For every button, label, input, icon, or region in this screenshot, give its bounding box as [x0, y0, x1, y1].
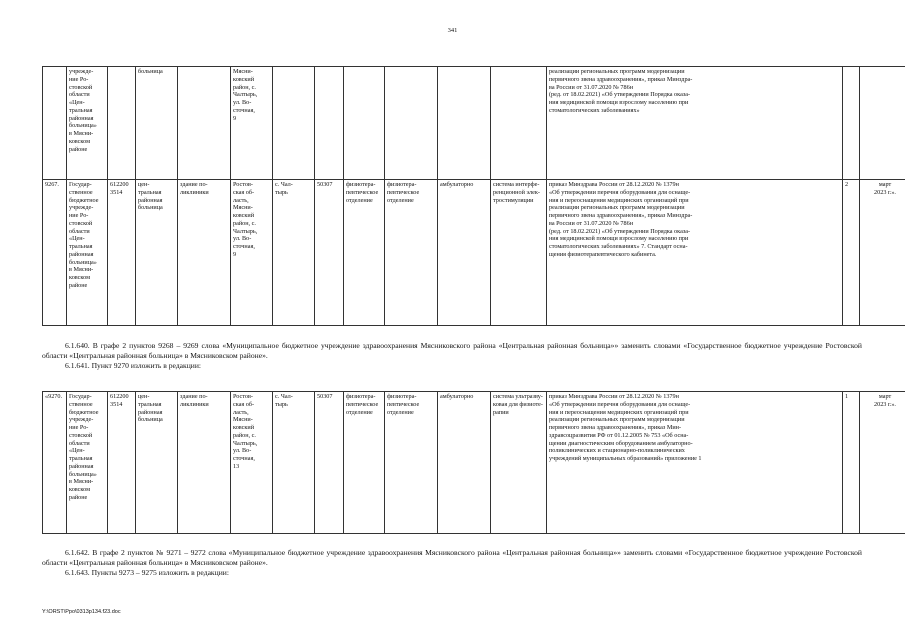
- cell-equipment: система интерфе- ренционной элек- тростимуляции: [491, 180, 547, 326]
- footer-file-path: Y:\ORST\Ppo\0313p134.f23.doc: [42, 609, 121, 615]
- paragraph-6-1-640: 6.1.640. В графе 2 пунктов 9268 – 9269 слова «Муниципальное бюджетное учреждение здравоохранения Мясниковского района «Центральная районная больница»» заменить словами «Государственное бюджетное учреждение Ростовской области «Центральная районная больница» в Мясниковском районе».: [42, 341, 862, 360]
- cell-dept1: физиотера- певтическое отделение: [344, 392, 385, 534]
- cell-care: амбулаторно: [438, 180, 491, 326]
- cell-care: амбулаторно: [438, 392, 491, 534]
- cell-org: учрежде- ние Ро- стовской области «Цен- тральная районная больница» в Мясни- ковском районе: [67, 67, 108, 180]
- cell-equipment: система ультразву- ковая для физиоте- рапии: [491, 392, 547, 534]
- paragraph-6-1-641: 6.1.641. Пункт 9270 изложить в редакции:: [65, 361, 202, 370]
- cell-qty: 2: [843, 180, 860, 326]
- page-number: 341: [447, 27, 458, 34]
- cell-address: Ростов- ская об- ласть, Мясни- ковский район, с. Чалтырь, ул. Во- сточная, 9: [231, 180, 273, 326]
- cell-order: реализации региональных программ модернизации первичного звена здравоохранения», приказ Минздра- ва России от 31.07.2020 № 786н (ред. от 18.02.2021) «Об утверждении Порядка оказа- ния медицинской помощи взрослому населению при стоматологических заболеваниях»: [547, 67, 843, 180]
- cell-num: «9270.: [43, 392, 67, 534]
- equipment-table-9270: [42, 391, 905, 534]
- cell-qty: 1: [843, 392, 860, 534]
- cell-code: [108, 67, 136, 180]
- cell-dept2: физиотера- певтическое отделение: [385, 392, 438, 534]
- cell-address: Мясни- ковский район, с. Чалтырь, ул. Во- сточная, 9: [231, 67, 273, 180]
- cell-locality: с. Чал- тырь: [273, 180, 315, 326]
- cell-dept1: [344, 67, 385, 180]
- cell-type: больница: [136, 67, 178, 180]
- table-row: [43, 392, 905, 534]
- cell-order: приказ Минздрава России от 28.12.2020 № 1379н «Об утверждении перечня оборудования для оснаще- ния и переоснащения медицинских организаций при реализации региональных программ модернизации первичного звена здравоохранения», приказ Минздра- ва России от 31.07.2020 № 786н (ред. от 18.02.2021) «Об утверждении Порядка оказа- ния медицинской помощи взрослому населению при стоматологических заболеваниях» 7. Стандарт осна- щения физиотерапевтического кабинета.: [547, 180, 843, 326]
- cell-building: здание по- ликлиники: [178, 392, 231, 534]
- cell-date: март 2023 г.».: [860, 180, 905, 326]
- cell-type: цен- тральная районная больница: [136, 180, 178, 326]
- cell-care: [438, 67, 491, 180]
- amendment-paragraphs-1: [42, 341, 862, 371]
- cell-num: [43, 67, 67, 180]
- cell-org: Государ- ственное бюджетное учрежде- ние Ро- стовской области «Цен- тральная районная больница» в Мясни- ковском районе: [67, 180, 108, 326]
- amendment-paragraphs-2: [42, 548, 862, 578]
- cell-num: 9267.: [43, 180, 67, 326]
- cell-qty: [843, 67, 860, 180]
- cell-oktmo: 50307: [315, 180, 344, 326]
- cell-oktmo: 50307: [315, 392, 344, 534]
- equipment-table-continuation: [42, 66, 905, 326]
- cell-dept2: [385, 67, 438, 180]
- cell-code: 612200 3514: [108, 392, 136, 534]
- cell-dept2: физиотера- певтическое отделение: [385, 180, 438, 326]
- cell-locality: [273, 67, 315, 180]
- cell-order: приказ Минздрава России от 28.12.2020 № 1379н «Об утверждении перечня оборудования для оснаще- ния и переоснащения медицинских организаций при реализации региональных программ модернизации первичного звена здравоохранения», приказ Мин- здравсоцразвития РФ от 01.12.2005 № 753 «Об осна- щении диагностическим оборудованием амбулаторно- поликлинических и стационарно-поликлинических учреждений муниципальных образований» приложение 1: [547, 392, 843, 534]
- cell-building: здание по- ликлиники: [178, 180, 231, 326]
- cell-code: 612200 3514: [108, 180, 136, 326]
- cell-date: [860, 67, 905, 180]
- cell-type: цен- тральная районная больница: [136, 392, 178, 534]
- cell-date: март 2023 г.».: [860, 392, 905, 534]
- cell-address: Ростов- ская об- ласть, Мясни- ковский район, с. Чалтырь, ул. Во- сточная, 13: [231, 392, 273, 534]
- cell-building: [178, 67, 231, 180]
- cell-org: Государ- ственное бюджетное учрежде- ние Ро- стовской области «Цен- тральная районная больница» в Мясни- ковском районе: [67, 392, 108, 534]
- cell-locality: с. Чал- тырь: [273, 392, 315, 534]
- cell-dept1: физиотера- певтическое отделение: [344, 180, 385, 326]
- paragraph-6-1-642: 6.1.642. В графе 2 пунктов № 9271 – 9272 слова «Муниципальное бюджетное учреждение здравоохранения Мясниковского района «Центральная районная больница»» заменить словами «Государственное бюджетное учреждение Ростовской области «Центральная районная больница» в Мясниковском районе».: [42, 548, 862, 567]
- cell-oktmo: [315, 67, 344, 180]
- table-row: [43, 67, 905, 180]
- paragraph-6-1-643: 6.1.643. Пункты 9273 – 9275 изложить в редакции:: [65, 568, 229, 577]
- cell-equipment: [491, 67, 547, 180]
- table-row: [43, 180, 905, 326]
